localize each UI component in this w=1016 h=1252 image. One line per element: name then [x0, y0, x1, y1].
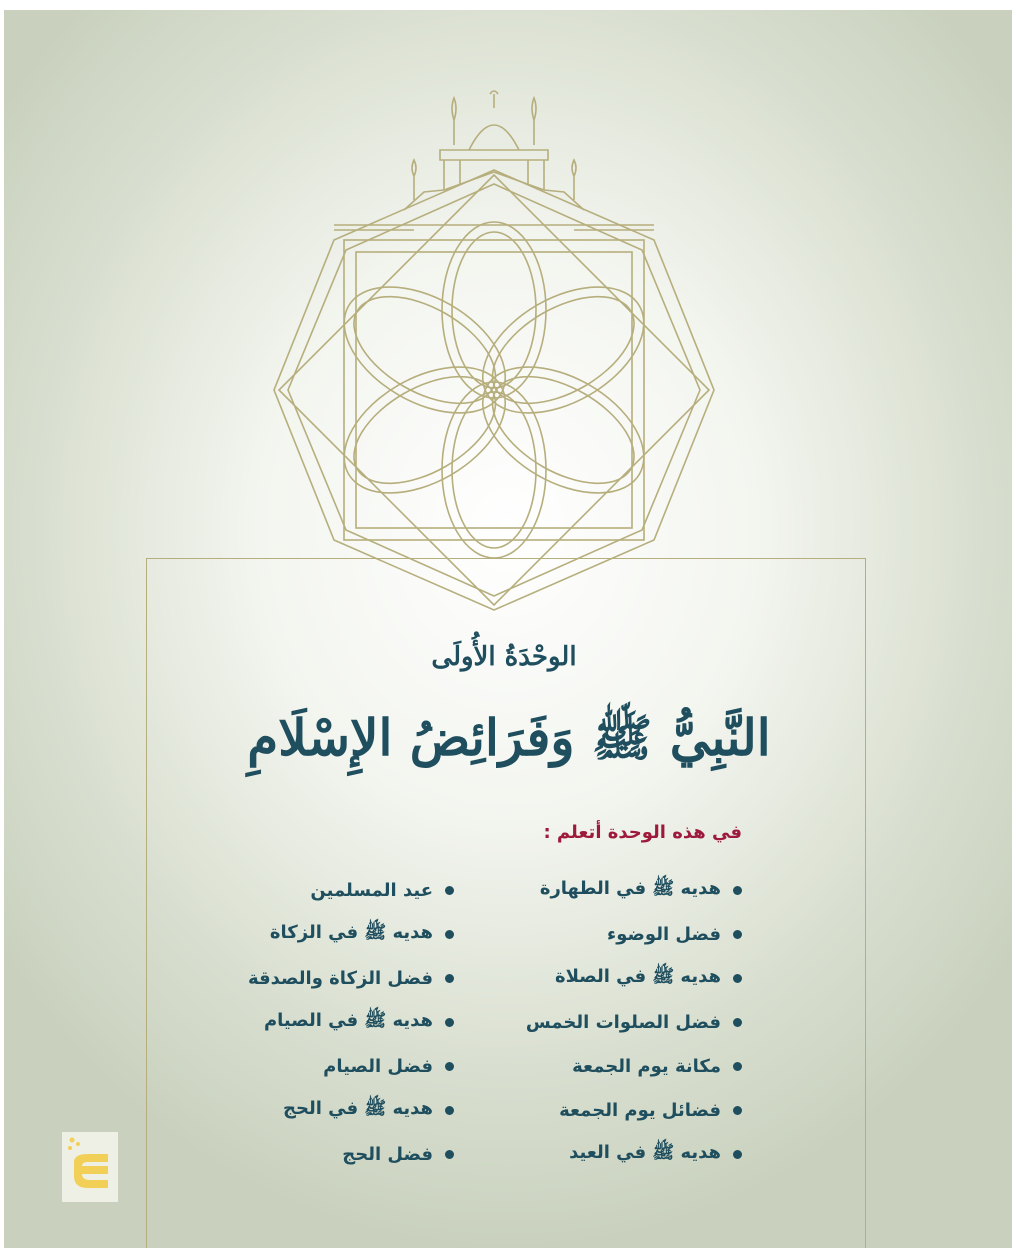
- list-item-text: عيد المسلمين: [310, 879, 433, 901]
- list-item: [194, 956, 454, 1000]
- list-item: [194, 1088, 454, 1132]
- list-item: [494, 912, 742, 956]
- mosque-star-ornament: [264, 80, 724, 640]
- list-item: [494, 956, 742, 1000]
- list-item-text: هديه ﷺ في الطهارة: [539, 878, 721, 899]
- list-item-text: هديه ﷺ في الصلاة: [554, 966, 721, 987]
- bullet-icon: [445, 1106, 454, 1115]
- list-item-text: هديه ﷺ في العيد: [569, 1142, 721, 1163]
- objectives-left-column: [194, 868, 454, 1176]
- publisher-logo-icon: [62, 1132, 118, 1202]
- list-item-text: هديه ﷺ في الصيام: [263, 1010, 433, 1031]
- list-item: [494, 1132, 742, 1176]
- unit-title: النَّبِيُّ ﷺ وَفَرَائِضُ الإِسْلَامِ: [247, 708, 771, 767]
- list-item: [494, 868, 742, 912]
- list-item: [194, 1044, 454, 1088]
- bullet-icon: [445, 1062, 454, 1071]
- unit-cover-page: [4, 10, 1012, 1248]
- list-item: [494, 1000, 742, 1044]
- list-item-text: هديه ﷺ في الحج: [283, 1098, 433, 1119]
- bullet-icon: [445, 974, 454, 983]
- objectives-right-column: [494, 868, 742, 1176]
- list-item: [194, 1000, 454, 1044]
- list-item-text: مكانة يوم الجمعة: [572, 1055, 721, 1077]
- list-item-text: فضل الصلوات الخمس: [525, 1011, 721, 1033]
- list-item-text: هديه ﷺ في الزكاة: [269, 922, 433, 943]
- unit-label: الوحْدَةُ الأُولَى: [431, 642, 577, 672]
- bullet-icon: [733, 886, 742, 895]
- list-item-text: فضل الصيام: [323, 1055, 433, 1077]
- bullet-icon: [733, 930, 742, 939]
- bullet-icon: [445, 1150, 454, 1159]
- list-item-text: فضل الحج: [342, 1143, 433, 1165]
- list-item-text: فضل الزكاة والصدقة: [247, 967, 433, 989]
- list-item-text: فضائل يوم الجمعة: [559, 1099, 721, 1121]
- bullet-icon: [733, 1062, 742, 1071]
- objectives-intro: في هذه الوحدة أتعلم :: [543, 822, 742, 843]
- bullet-icon: [445, 886, 454, 895]
- bullet-icon: [733, 974, 742, 983]
- bullet-icon: [445, 930, 454, 939]
- list-item: [194, 868, 454, 912]
- bullet-icon: [733, 1106, 742, 1115]
- list-item: [194, 1132, 454, 1176]
- list-item: [194, 912, 454, 956]
- list-item: [494, 1088, 742, 1132]
- bullet-icon: [733, 1150, 742, 1159]
- list-item: [494, 1044, 742, 1088]
- list-item-text: فضل الوضوء: [607, 923, 721, 945]
- bullet-icon: [733, 1018, 742, 1027]
- bullet-icon: [445, 1018, 454, 1027]
